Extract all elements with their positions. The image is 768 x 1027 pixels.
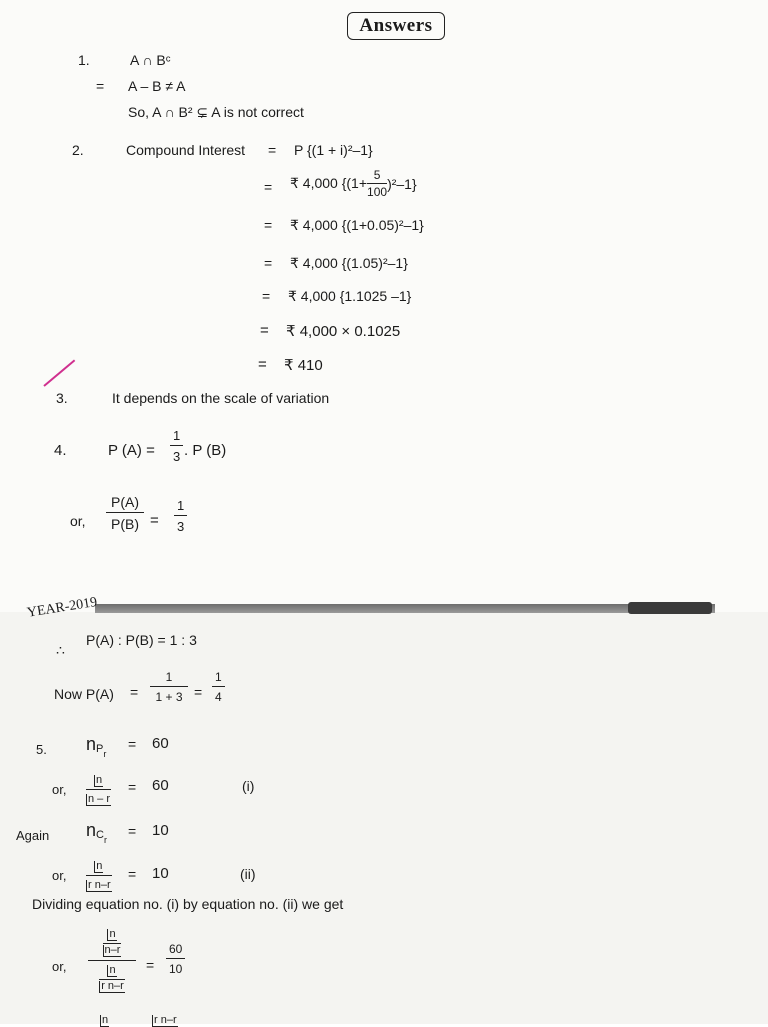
q2-step7: ₹ 410 [284, 357, 323, 374]
q4-frac-den: 3 [173, 449, 181, 464]
q4-number: 4. [54, 442, 67, 459]
q2-step2-prefix: ₹ 4,000 {(1+ [290, 175, 368, 191]
q5-ncr-n: n [86, 820, 97, 840]
q2-equals-5: = [262, 288, 271, 304]
q2-step6: ₹ 4,000 × 0.1025 [286, 323, 401, 340]
q5-big-num-top: n [109, 928, 116, 940]
q4-fraction [170, 428, 183, 464]
now-equals-1: = [130, 684, 139, 700]
now-pa: Now P(A) [54, 686, 114, 702]
q5-fraction-2 [86, 860, 112, 892]
q5-tag-ii: (ii) [240, 866, 256, 882]
q2-equals-7: = [258, 356, 267, 373]
q4-frac-num: 1 [170, 428, 183, 446]
q4-ratio-fraction [106, 494, 144, 532]
page-divider [95, 604, 715, 613]
q5-equals-1: = [128, 736, 137, 752]
q5-partial-left [100, 1014, 109, 1027]
q2-step2-fraction [367, 168, 387, 199]
q5-npr-r: r [103, 749, 107, 759]
now-fraction-2 [212, 670, 225, 704]
q5-partial-right [152, 1014, 178, 1027]
q2-equals-3: = [264, 217, 273, 233]
q5-ncr [86, 820, 107, 845]
q3-number: 3. [56, 390, 68, 406]
q4-or: or, [70, 513, 86, 529]
q4-lhs: P (A) = [108, 442, 155, 459]
q5-equals-3: = [128, 823, 137, 839]
ratio-line: P(A) : P(B) = 1 : 3 [86, 632, 197, 648]
q5-equals-4: = [128, 866, 137, 882]
q1-line1: A ∩ Bᶜ [130, 52, 171, 68]
q5-big-fraction [88, 928, 136, 993]
q2-step3: ₹ 4,000 {(1+0.05)²–1} [290, 217, 424, 233]
q5-res-num: 60 [166, 942, 185, 959]
q4-ratio-equals: = [150, 512, 159, 529]
q2-step2-suffix: )²–1} [387, 175, 417, 192]
q5-result-fraction [166, 942, 185, 976]
q5-npr-p: P [96, 743, 104, 755]
year-label: YEAR-2019 [26, 594, 99, 621]
now-equals-2: = [194, 684, 203, 700]
q4-ratio-num: P(A) [106, 494, 144, 513]
dividing-text: Dividing equation no. (i) by equation no. (ii) we get [32, 896, 344, 912]
q2-equals: = [268, 142, 277, 158]
q5-frac1-num: n [95, 774, 103, 786]
q4-res-den: 3 [177, 519, 185, 534]
q5-number: 5. [36, 742, 47, 757]
now-fraction-1 [150, 670, 188, 704]
therefore-symbol: ∴ [56, 642, 65, 658]
q5-partial-right-text: r n–r [154, 1014, 177, 1026]
now-frac2-num: 1 [212, 670, 225, 687]
q5-npr [86, 734, 106, 759]
q2-equals-2: = [264, 179, 273, 195]
q5-equals-2: = [128, 779, 137, 795]
q2-equals-6: = [260, 322, 269, 339]
q5-ncr-r: r [103, 835, 107, 845]
q5-frac1-den: n – r [88, 793, 111, 805]
q2-equals-4: = [264, 255, 273, 271]
q1-number: 1. [78, 52, 90, 68]
again-label: Again [16, 828, 50, 843]
now-frac1-den: 1 + 3 [155, 690, 183, 704]
q5-val3: 10 [152, 822, 169, 839]
now-frac1-num: 1 [150, 670, 188, 687]
q2-number: 2. [72, 142, 84, 158]
divider-end-cap [628, 602, 712, 614]
q2-step4: ₹ 4,000 {(1.05)²–1} [290, 255, 408, 271]
q5-frac2-den: r n–r [88, 879, 111, 891]
q1-line2: A – B ≠ A [128, 78, 186, 94]
q3-text: It depends on the scale of variation [112, 390, 330, 406]
q2-step5: ₹ 4,000 {1.1025 –1} [288, 288, 412, 304]
q5-npr-n: n [86, 734, 97, 754]
q5-val1: 60 [152, 735, 169, 752]
q5-or-1: or, [52, 782, 67, 797]
q4-res-num: 1 [174, 498, 187, 516]
q5-val2: 60 [152, 777, 169, 794]
q5-or-3: or, [52, 959, 67, 974]
q5-big-num-bot: n–r [104, 944, 121, 956]
q5-tag-i: (i) [242, 778, 255, 794]
q5-or-2: or, [52, 868, 67, 883]
q1-equals: = [96, 78, 105, 94]
q4-ratio-den: P(B) [111, 516, 139, 532]
q4-result-fraction [174, 498, 187, 534]
q5-equals-5: = [146, 957, 155, 973]
q4-rhs: . P (B) [184, 442, 227, 459]
q2-step2-den: 100 [367, 185, 388, 199]
q5-big-den-top: n [109, 964, 116, 976]
q5-fraction-1 [86, 774, 111, 806]
q5-val4: 10 [152, 865, 169, 882]
q5-frac2-num: n [96, 860, 103, 872]
answers-heading: Answers [347, 12, 445, 40]
q5-partial-left-text: n [102, 1014, 109, 1026]
q2-label: Compound Interest [126, 142, 246, 158]
q2-step2 [290, 168, 417, 199]
q5-big-den-bot: r n–r [101, 980, 124, 992]
q2-step1: P {(1 + i)²–1} [294, 142, 373, 158]
q5-res-den: 10 [169, 962, 183, 976]
now-frac2-den: 4 [215, 690, 222, 704]
q2-step2-num: 5 [367, 168, 387, 184]
q5-ncr-c: C [96, 829, 104, 841]
q1-line3: So, A ∩ B² ⊊ A is not correct [128, 104, 304, 120]
